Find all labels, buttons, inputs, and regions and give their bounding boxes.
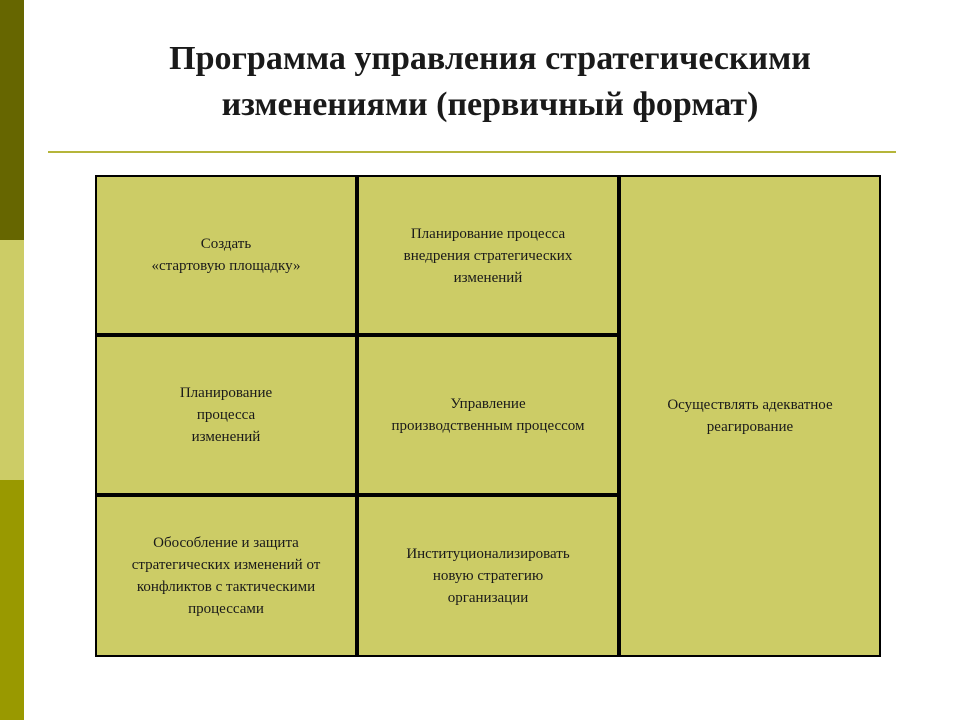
slide-title-line-2: изменениями (первичный формат) (221, 86, 759, 123)
table-cell-protect-changes (97, 497, 355, 655)
table-cell-plan-implementation (359, 177, 617, 333)
table-cell-adequate-response (621, 177, 879, 655)
table-cell-plan-change (97, 337, 355, 493)
table-cell-text: Институционализировать новую стратегию организации (406, 546, 570, 606)
table-cell-create-platform (97, 177, 355, 333)
table-cell-text: Осуществлять адекватное реагирование (667, 397, 833, 435)
program-table (95, 175, 881, 657)
side-accent-bar-bottom (0, 480, 24, 720)
slide-title (60, 36, 920, 128)
side-accent-bar-top (0, 0, 24, 240)
table-cell-text: Планирование процесса изменений (179, 385, 273, 445)
table-cell-production-management (359, 337, 617, 493)
table-cell-text: Создать «стартовую площадку» (151, 236, 301, 274)
table-cell-institutionalize-strategy (359, 497, 617, 655)
slide-title-line-1: Программа управления стратегическими (169, 40, 811, 77)
side-accent-bar-middle (0, 240, 24, 480)
table-cell-text: Управление производственным процессом (391, 396, 585, 434)
title-divider (48, 151, 896, 153)
table-cell-text: Обособление и защита стратегических изменений от конфликтов с тактическими процессами (131, 535, 321, 617)
table-cell-text: Планирование процесса внедрения стратегических изменений (403, 226, 573, 286)
